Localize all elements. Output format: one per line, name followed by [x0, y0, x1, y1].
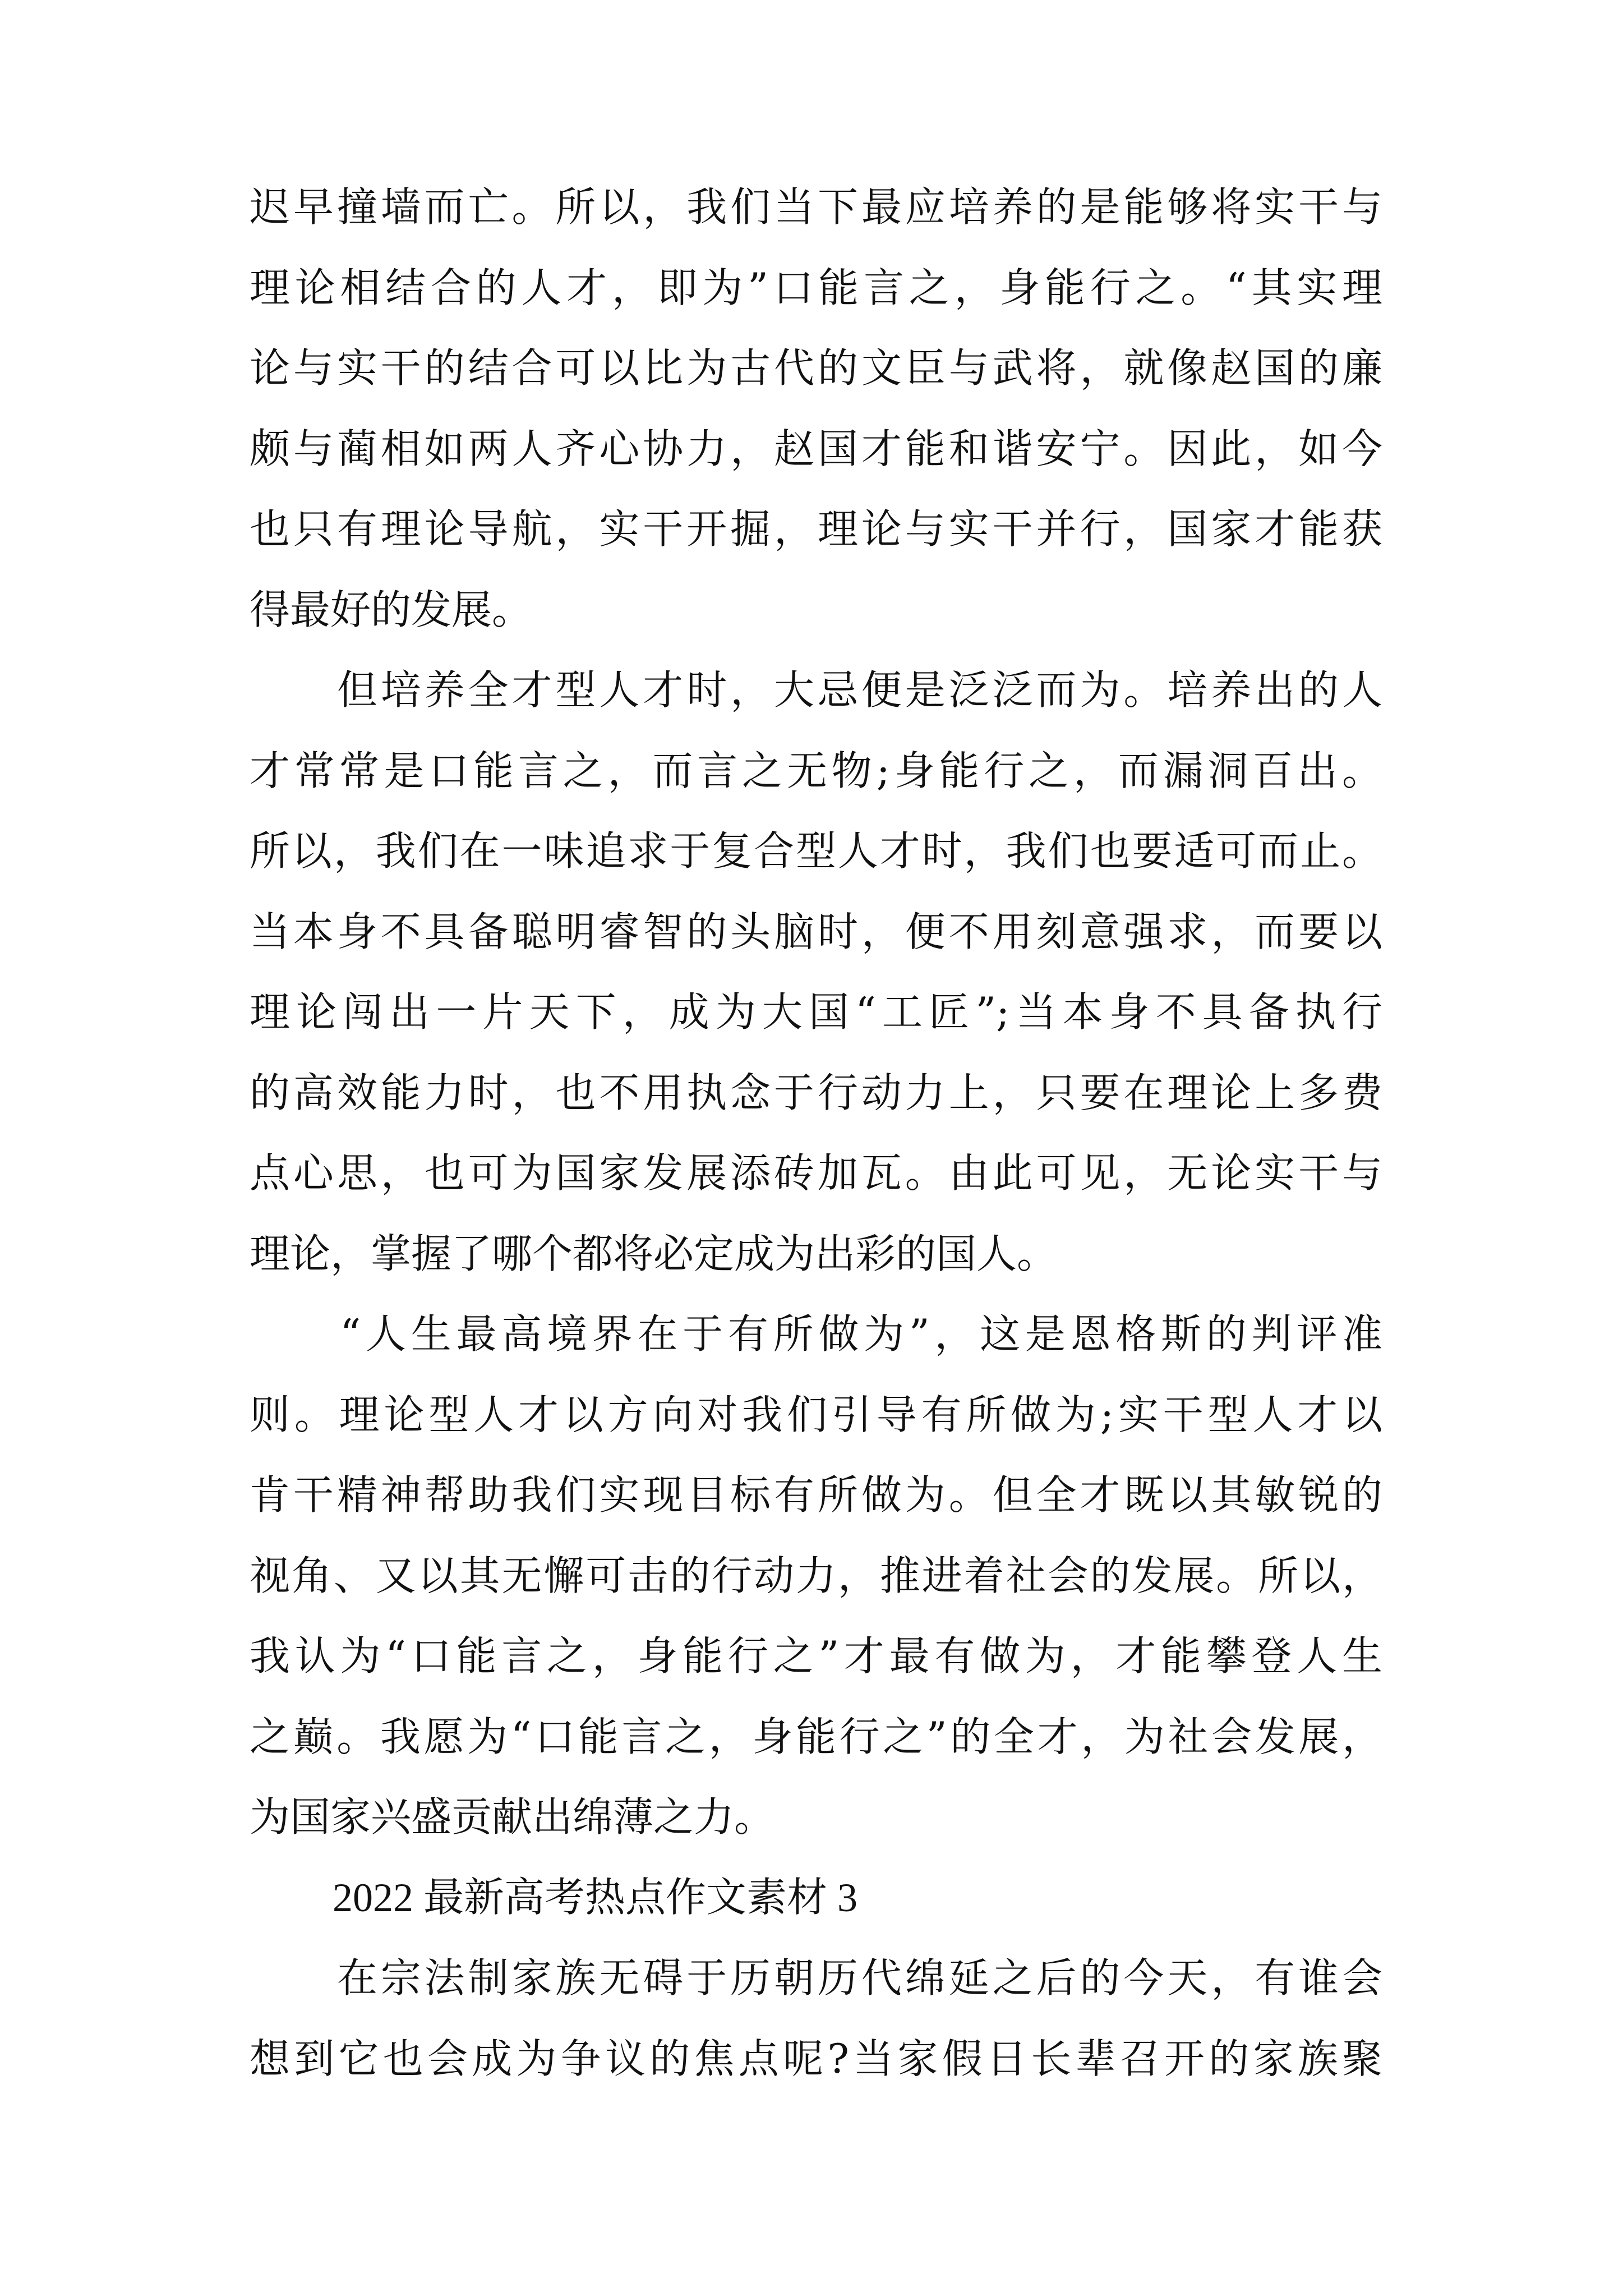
text-line: 但培养全才型人才时，大忌便是泛泛而为。培养出的人 [250, 666, 1382, 714]
text-line: 视角、又以其无懈可击的行动力，推进着社会的发展。所以， [250, 1552, 1382, 1599]
text-line: “人生最高境界在于有所做为”，这是恩格斯的判评准 [250, 1310, 1382, 1358]
text-line: 所以，我们在一味追求于复合型人才时，我们也要适可而止。 [250, 827, 1382, 875]
section-heading: 2022 最新高考热点作文素材 3 [333, 1875, 858, 1920]
text-line: 为国家兴盛贡献出绵薄之力。 [250, 1793, 775, 1841]
text-line: 在宗法制家族无碍于历朝历代绵延之后的今天，有谁会 [250, 1954, 1382, 2001]
text-line: 肯干精神帮助我们实现目标有所做为。但全才既以其敏锐的 [250, 1471, 1382, 1519]
article-body [250, 167, 1382, 2099]
text-line: 理论闯出一片天下，成为大国“工匠”;当本身不具备执行 [250, 988, 1382, 1036]
text-line: 得最好的发展。 [250, 586, 533, 633]
text-line: 颇与蔺相如两人齐心协力，赵国才能和谐安宁。因此，如今 [250, 425, 1382, 472]
text-line: 论与实干的结合可以比为古代的文臣与武将，就像赵国的廉 [250, 344, 1382, 392]
text-line: 之巅。我愿为“口能言之，身能行之”的全才，为社会发展， [250, 1713, 1382, 1760]
text-line: 才常常是口能言之，而言之无物;身能行之，而漏洞百出。 [250, 747, 1382, 794]
paragraph [250, 1938, 1382, 2099]
paragraph [250, 1294, 1382, 1858]
text-line: 点心思，也可为国家发展添砖加瓦。由此可见，无论实干与 [250, 1149, 1382, 1197]
text-line: 的高效能力时，也不用执念于行动力上，只要在理论上多费 [250, 1069, 1382, 1116]
text-line: 迟早撞墙而亡。所以，我们当下最应培养的是能够将实干与 [250, 183, 1382, 231]
text-line: 理论相结合的人才，即为”口能言之，身能行之。“其实理 [250, 264, 1382, 311]
text-line: 当本身不具备聪明睿智的头脑时，便不用刻意强求，而要以 [250, 908, 1382, 955]
text-line: 想到它也会成为争议的焦点呢?当家假日长辈召开的家族聚 [250, 2035, 1382, 2082]
text-line: 则。理论型人才以方向对我们引导有所做为;实干型人才以 [250, 1391, 1382, 1438]
text-line: 也只有理论导航，实干开掘，理论与实干并行，国家才能获 [250, 505, 1382, 553]
paragraph [250, 167, 1382, 650]
text-line: 理论，掌握了哪个都将必定成为出彩的国人。 [250, 1230, 1058, 1277]
paragraph [250, 650, 1382, 1294]
text-line: 我认为“口能言之，身能行之”才最有做为，才能攀登人生 [250, 1632, 1382, 1680]
